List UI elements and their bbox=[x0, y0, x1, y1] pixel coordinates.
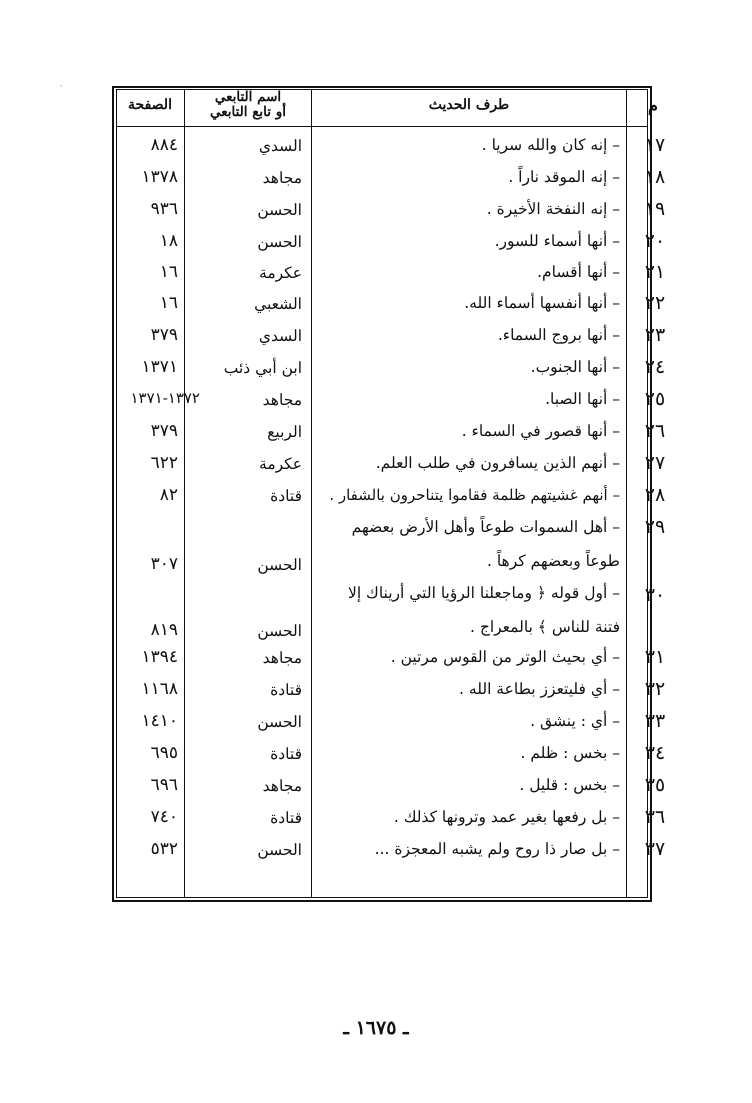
tabii-name: الحسن bbox=[257, 841, 302, 859]
table-row bbox=[0, 166, 752, 196]
table-row bbox=[0, 806, 752, 836]
table-row bbox=[0, 230, 752, 260]
row-number: ٣٢ bbox=[644, 678, 666, 700]
tabii-name: الحسن bbox=[257, 622, 302, 640]
hadith-text-continued: فتنة للناس ﴾ بالمعراج . bbox=[469, 618, 620, 636]
tabii-name: مجاهد bbox=[262, 391, 302, 409]
page-ref: ٦٩٦ bbox=[150, 775, 178, 795]
row-number: ٣٧ bbox=[644, 838, 666, 860]
tabii-name: مجاهد bbox=[262, 777, 302, 795]
row-number: ١٨ bbox=[644, 166, 666, 188]
page-ref: ١١٦٨ bbox=[141, 679, 178, 699]
row-number: ١٩ bbox=[644, 198, 666, 220]
table-row bbox=[0, 292, 752, 322]
page-ref: ٣٧٩ bbox=[150, 325, 178, 345]
tabii-name: الشعبي bbox=[254, 295, 302, 313]
hadith-text: – أنها الجنوب. bbox=[530, 358, 620, 376]
row-number: ٣٣ bbox=[644, 710, 666, 732]
hadith-text: – أنها أنفسها أسماء الله. bbox=[464, 294, 620, 312]
page-ref: ٣٠٧ bbox=[150, 554, 178, 574]
page-ref: ٥٣٢ bbox=[150, 839, 178, 859]
scan-speck: · bbox=[60, 82, 63, 91]
row-number: ٢٨ bbox=[644, 484, 666, 506]
table-row bbox=[0, 356, 752, 386]
hadith-text: – أنها بروج السماء. bbox=[497, 326, 620, 344]
tabii-name: الحسن bbox=[257, 233, 302, 251]
table-row bbox=[0, 710, 752, 740]
page-ref: ١٣٧١ bbox=[141, 357, 178, 377]
hadith-text: – إنه النفخة الأخيرة . bbox=[486, 200, 620, 218]
tabii-name: قتادة bbox=[270, 809, 302, 827]
table-row bbox=[0, 198, 752, 228]
header-divider bbox=[116, 126, 648, 127]
row-number: ٣٠ bbox=[644, 584, 666, 606]
hadith-text: – أنها قصور في السماء . bbox=[461, 422, 620, 440]
tabii-name: السدي bbox=[258, 327, 302, 345]
hadith-text: – أي : ينشق . bbox=[530, 712, 620, 730]
hadith-text: – أول قوله ﴿ وماجعلنا الرؤيا التي أريناك إلا bbox=[347, 584, 620, 602]
tabii-name: ابن أبي ذئب bbox=[223, 359, 302, 377]
table-row bbox=[0, 646, 752, 676]
header-num: م bbox=[648, 96, 658, 115]
tabii-name: مجاهد bbox=[262, 649, 302, 667]
table-row bbox=[0, 742, 752, 772]
row-number: ٢٧ bbox=[644, 452, 666, 474]
header-tabii bbox=[186, 90, 310, 120]
tabii-name: السدي bbox=[258, 137, 302, 155]
page-ref: ١٣٧٨ bbox=[141, 167, 178, 187]
table-row bbox=[0, 420, 752, 450]
tabii-name: الحسن bbox=[257, 713, 302, 731]
row-number: ٣٤ bbox=[644, 742, 666, 764]
tabii-name: الحسن bbox=[257, 201, 302, 219]
row-number: ٢٣ bbox=[644, 324, 666, 346]
hadith-text: – إنه كان والله سريا . bbox=[481, 136, 620, 154]
row-number: ٢١ bbox=[644, 261, 666, 283]
header-tabii-line1: اسم التابعي bbox=[214, 89, 282, 105]
header-hadith: طرف الحديث bbox=[428, 97, 510, 113]
page-ref: ٩٣٦ bbox=[150, 199, 178, 219]
page-ref: ٦٩٥ bbox=[150, 743, 178, 763]
page-ref: ٨٢ bbox=[159, 485, 178, 505]
tabii-name: قتادة bbox=[270, 681, 302, 699]
page-ref: ٨١٩ bbox=[150, 620, 178, 640]
tabii-name: قتادة bbox=[270, 487, 302, 505]
page-ref: ٣٧٩ bbox=[150, 421, 178, 441]
table-row bbox=[0, 134, 752, 164]
page-ref: ١٤١٠ bbox=[141, 711, 178, 731]
page-ref: ٧٤٠ bbox=[150, 807, 178, 827]
row-number: ٣٥ bbox=[644, 774, 666, 796]
table-row bbox=[0, 678, 752, 708]
hadith-text: – إنه الموقد ناراً . bbox=[508, 168, 620, 186]
row-number: ٢٥ bbox=[644, 388, 666, 410]
page-ref: ١٣٧٢-١٣٧١ bbox=[130, 389, 200, 407]
page-ref: ١٨ bbox=[159, 231, 178, 251]
row-number: ٢٢ bbox=[644, 292, 666, 314]
page-ref: ١٦ bbox=[159, 262, 178, 282]
hadith-text-continued: طوعاً وبعضهم كرهاً . bbox=[486, 552, 620, 570]
tabii-name: عكرمة bbox=[259, 264, 302, 282]
page-ref: ٦٢٢ bbox=[150, 453, 178, 473]
table-row bbox=[0, 516, 752, 578]
hadith-text: – أي بحيث الوتر من القوس مرتين . bbox=[390, 648, 620, 666]
table-row bbox=[0, 484, 752, 514]
hadith-text: – بخس : ظلم . bbox=[520, 744, 620, 762]
tabii-name: الحسن bbox=[257, 556, 302, 574]
row-number: ١٧ bbox=[644, 134, 666, 156]
table-row bbox=[0, 838, 752, 868]
table-row bbox=[0, 388, 752, 418]
page-ref: ٨٨٤ bbox=[150, 135, 178, 155]
row-number: ٢٠ bbox=[644, 230, 666, 252]
hadith-text: – أنهم الذين يسافرون في طلب العلم. bbox=[375, 454, 620, 472]
table-row bbox=[0, 324, 752, 354]
tabii-name: قتادة bbox=[270, 745, 302, 763]
hadith-text: – أنها أسماء للسور. bbox=[494, 232, 620, 250]
tabii-name: الربيع bbox=[267, 423, 302, 441]
hadith-text: – بل رفعها بغير عمد وترونها كذلك . bbox=[393, 808, 620, 826]
row-number: ٣٦ bbox=[644, 806, 666, 828]
hadith-text: – أنها الصبا. bbox=[545, 390, 620, 408]
hadith-text: – أنها أقسام. bbox=[537, 263, 620, 281]
table-row bbox=[0, 261, 752, 291]
page-ref: ١٦ bbox=[159, 293, 178, 313]
hadith-text: – بل صار ذا روح ولم يشبه المعجزة ... bbox=[374, 840, 620, 858]
hadith-text: – أي فليتعزز بطاعة الله . bbox=[459, 680, 620, 698]
row-number: ٢٦ bbox=[644, 420, 666, 442]
page-number: ـ ١٦٧٥ ـ bbox=[343, 1017, 409, 1039]
hadith-text: – أنهم غشيتهم ظلمة فقاموا يتناحرون بالشفار . bbox=[329, 486, 620, 504]
header-tabii-line2: أو تابع التابعي bbox=[209, 104, 287, 120]
tabii-name: عكرمة bbox=[259, 455, 302, 473]
row-number: ٢٤ bbox=[644, 356, 666, 378]
header-page: الصفحة bbox=[128, 97, 172, 113]
table-row bbox=[0, 452, 752, 482]
page-ref: ١٣٩٤ bbox=[141, 647, 178, 667]
table-row bbox=[0, 774, 752, 804]
hadith-text: – بخس : قليل . bbox=[519, 776, 620, 794]
tabii-name: مجاهد bbox=[262, 169, 302, 187]
row-number: ٢٩ bbox=[644, 516, 666, 538]
hadith-text: – أهل السموات طوعاً وأهل الأرض بعضهم bbox=[351, 518, 620, 536]
table-row bbox=[0, 580, 752, 642]
row-number: ٣١ bbox=[644, 646, 666, 668]
